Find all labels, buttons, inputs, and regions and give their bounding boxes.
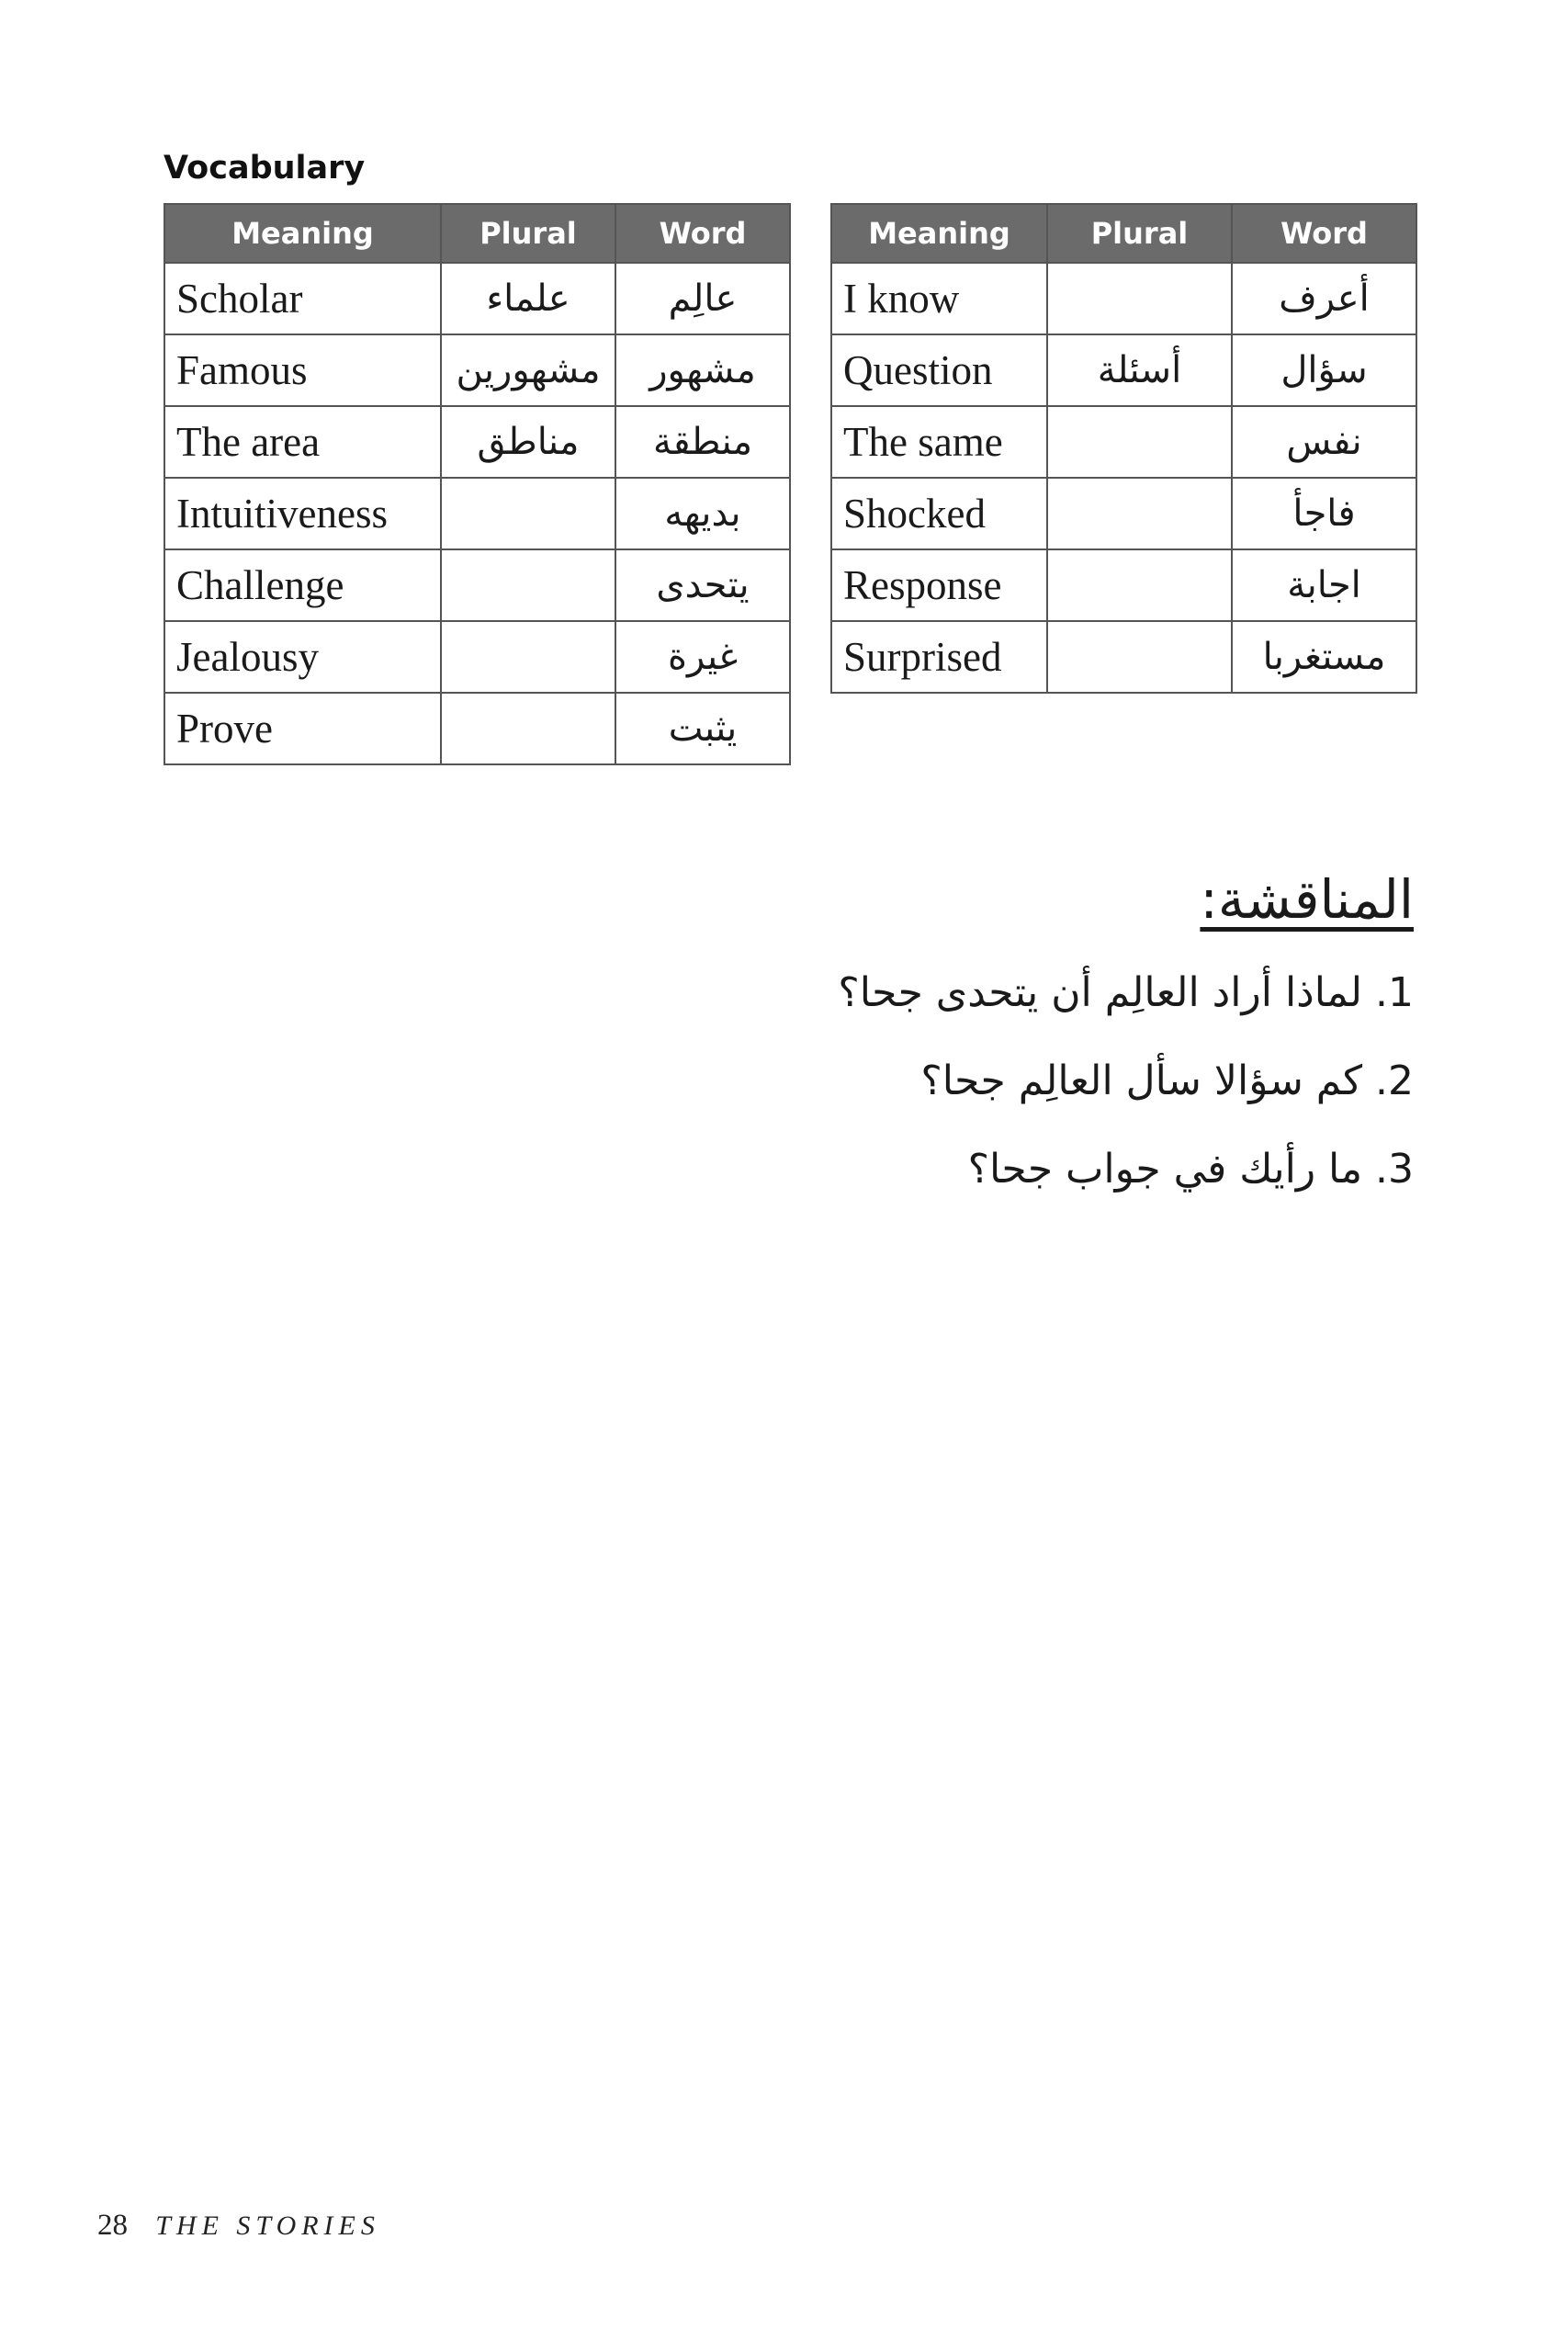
header-meaning: Meaning — [164, 204, 441, 263]
table-row — [164, 621, 790, 693]
discussion-heading: المناقشة: — [1200, 868, 1414, 931]
cell-word: مشهور — [615, 334, 790, 406]
cell-meaning: The area — [164, 406, 441, 478]
cell-plural: أسئلة — [1047, 334, 1232, 406]
cell-word: مستغربا — [1232, 621, 1416, 693]
table-row — [164, 693, 790, 764]
cell-meaning: Prove — [164, 693, 441, 764]
cell-plural — [441, 478, 615, 549]
table-row — [164, 263, 790, 334]
table-header-row — [831, 204, 1416, 263]
page-number: 28 — [97, 2209, 128, 2242]
table-row — [164, 334, 790, 406]
vocabulary-table-left — [164, 203, 791, 765]
cell-plural — [441, 549, 615, 621]
cell-plural — [1047, 549, 1232, 621]
table-row — [831, 478, 1416, 549]
cell-plural: علماء — [441, 263, 615, 334]
discussion-section — [495, 868, 1414, 1214]
discussion-question-2: 2. كم سؤالا سأل العالِم جحا؟ — [920, 1057, 1414, 1104]
header-word: Word — [615, 204, 790, 263]
cell-meaning: Shocked — [831, 478, 1047, 549]
discussion-question-3: 3. ما رأيك في جواب جحا؟ — [967, 1146, 1414, 1193]
cell-plural — [1047, 478, 1232, 549]
discussion-question-1: 1. لماذا أراد العالِم أن يتحدى جحا؟ — [838, 969, 1414, 1016]
cell-plural — [441, 693, 615, 764]
cell-meaning: Surprised — [831, 621, 1047, 693]
cell-word: أعرف — [1232, 263, 1416, 334]
cell-word: يثبت — [615, 693, 790, 764]
table-row — [831, 621, 1416, 693]
cell-word: غيرة — [615, 621, 790, 693]
vocabulary-table-right — [830, 203, 1417, 694]
cell-meaning: Question — [831, 334, 1047, 406]
header-plural: Plural — [441, 204, 615, 263]
cell-meaning: Jealousy — [164, 621, 441, 693]
cell-meaning: The same — [831, 406, 1047, 478]
vocabulary-title: Vocabulary — [164, 150, 366, 187]
cell-plural — [441, 621, 615, 693]
cell-meaning: Scholar — [164, 263, 441, 334]
cell-word: نفس — [1232, 406, 1416, 478]
page-footer — [97, 2209, 380, 2243]
table-row — [164, 478, 790, 549]
cell-plural — [1047, 406, 1232, 478]
cell-word: عالِم — [615, 263, 790, 334]
cell-word: بديهه — [615, 478, 790, 549]
header-meaning: Meaning — [831, 204, 1047, 263]
cell-plural: مشهورين — [441, 334, 615, 406]
cell-word: سؤال — [1232, 334, 1416, 406]
cell-word: منطقة — [615, 406, 790, 478]
cell-plural — [1047, 263, 1232, 334]
header-word: Word — [1232, 204, 1416, 263]
cell-meaning: I know — [831, 263, 1047, 334]
table-row — [831, 406, 1416, 478]
table-row — [831, 334, 1416, 406]
cell-meaning: Response — [831, 549, 1047, 621]
cell-plural — [1047, 621, 1232, 693]
header-plural: Plural — [1047, 204, 1232, 263]
table-header-row — [164, 204, 790, 263]
cell-meaning: Famous — [164, 334, 441, 406]
table-row — [831, 263, 1416, 334]
cell-meaning: Intuitiveness — [164, 478, 441, 549]
table-row — [164, 406, 790, 478]
table-row — [164, 549, 790, 621]
cell-word: يتحدى — [615, 549, 790, 621]
cell-word: فاجأ — [1232, 478, 1416, 549]
running-head: THE STORIES — [155, 2211, 380, 2241]
cell-plural: مناطق — [441, 406, 615, 478]
cell-meaning: Challenge — [164, 549, 441, 621]
cell-word: اجابة — [1232, 549, 1416, 621]
table-row — [831, 549, 1416, 621]
